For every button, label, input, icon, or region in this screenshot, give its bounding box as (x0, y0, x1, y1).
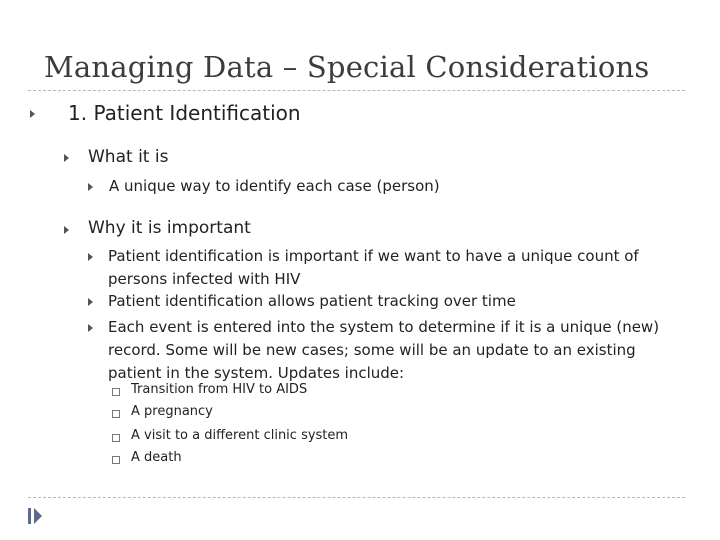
bullet-arrow-icon (88, 324, 93, 332)
slide-title: Managing Data – Special Considerations (44, 50, 650, 84)
bullet-arrow-icon (88, 253, 93, 261)
update-item-4: A death (131, 450, 182, 465)
why-item-1: Patient identification is important if we want to have a unique count of persons infected with HIV (108, 247, 639, 288)
checkbox-bullet-icon (112, 410, 120, 418)
what-item: A unique way to identify each case (person) (109, 177, 440, 195)
why-heading: Why it is important (88, 218, 251, 238)
bullet-arrow-icon (64, 154, 69, 162)
bullet-arrow-icon (64, 226, 69, 234)
update-item-3: A visit to a different clinic system (131, 428, 349, 443)
update-item-2: A pregnancy (131, 404, 213, 419)
why-item-2: Patient identification allows patient tracking over time (108, 292, 516, 310)
what-heading: What it is (88, 147, 169, 167)
section-heading: 1. Patient Identification (68, 101, 301, 125)
bullet-arrow-icon (88, 298, 93, 306)
update-item-1: Transition from HIV to AIDS (131, 382, 308, 397)
nav-bar-icon[interactable] (28, 508, 31, 524)
bullet-arrow-icon (88, 183, 93, 191)
title-divider (28, 90, 685, 91)
checkbox-bullet-icon (112, 434, 120, 442)
bullet-arrow-icon (30, 110, 35, 118)
checkbox-bullet-icon (112, 456, 120, 464)
footer-divider (28, 497, 685, 498)
why-item-3: Each event is entered into the system to determine if it is a unique (new) record. Some will be new cases; some will be an update to an existing patient in the system. Updates include: (108, 318, 660, 382)
checkbox-bullet-icon (112, 388, 120, 396)
play-icon[interactable] (34, 508, 42, 524)
